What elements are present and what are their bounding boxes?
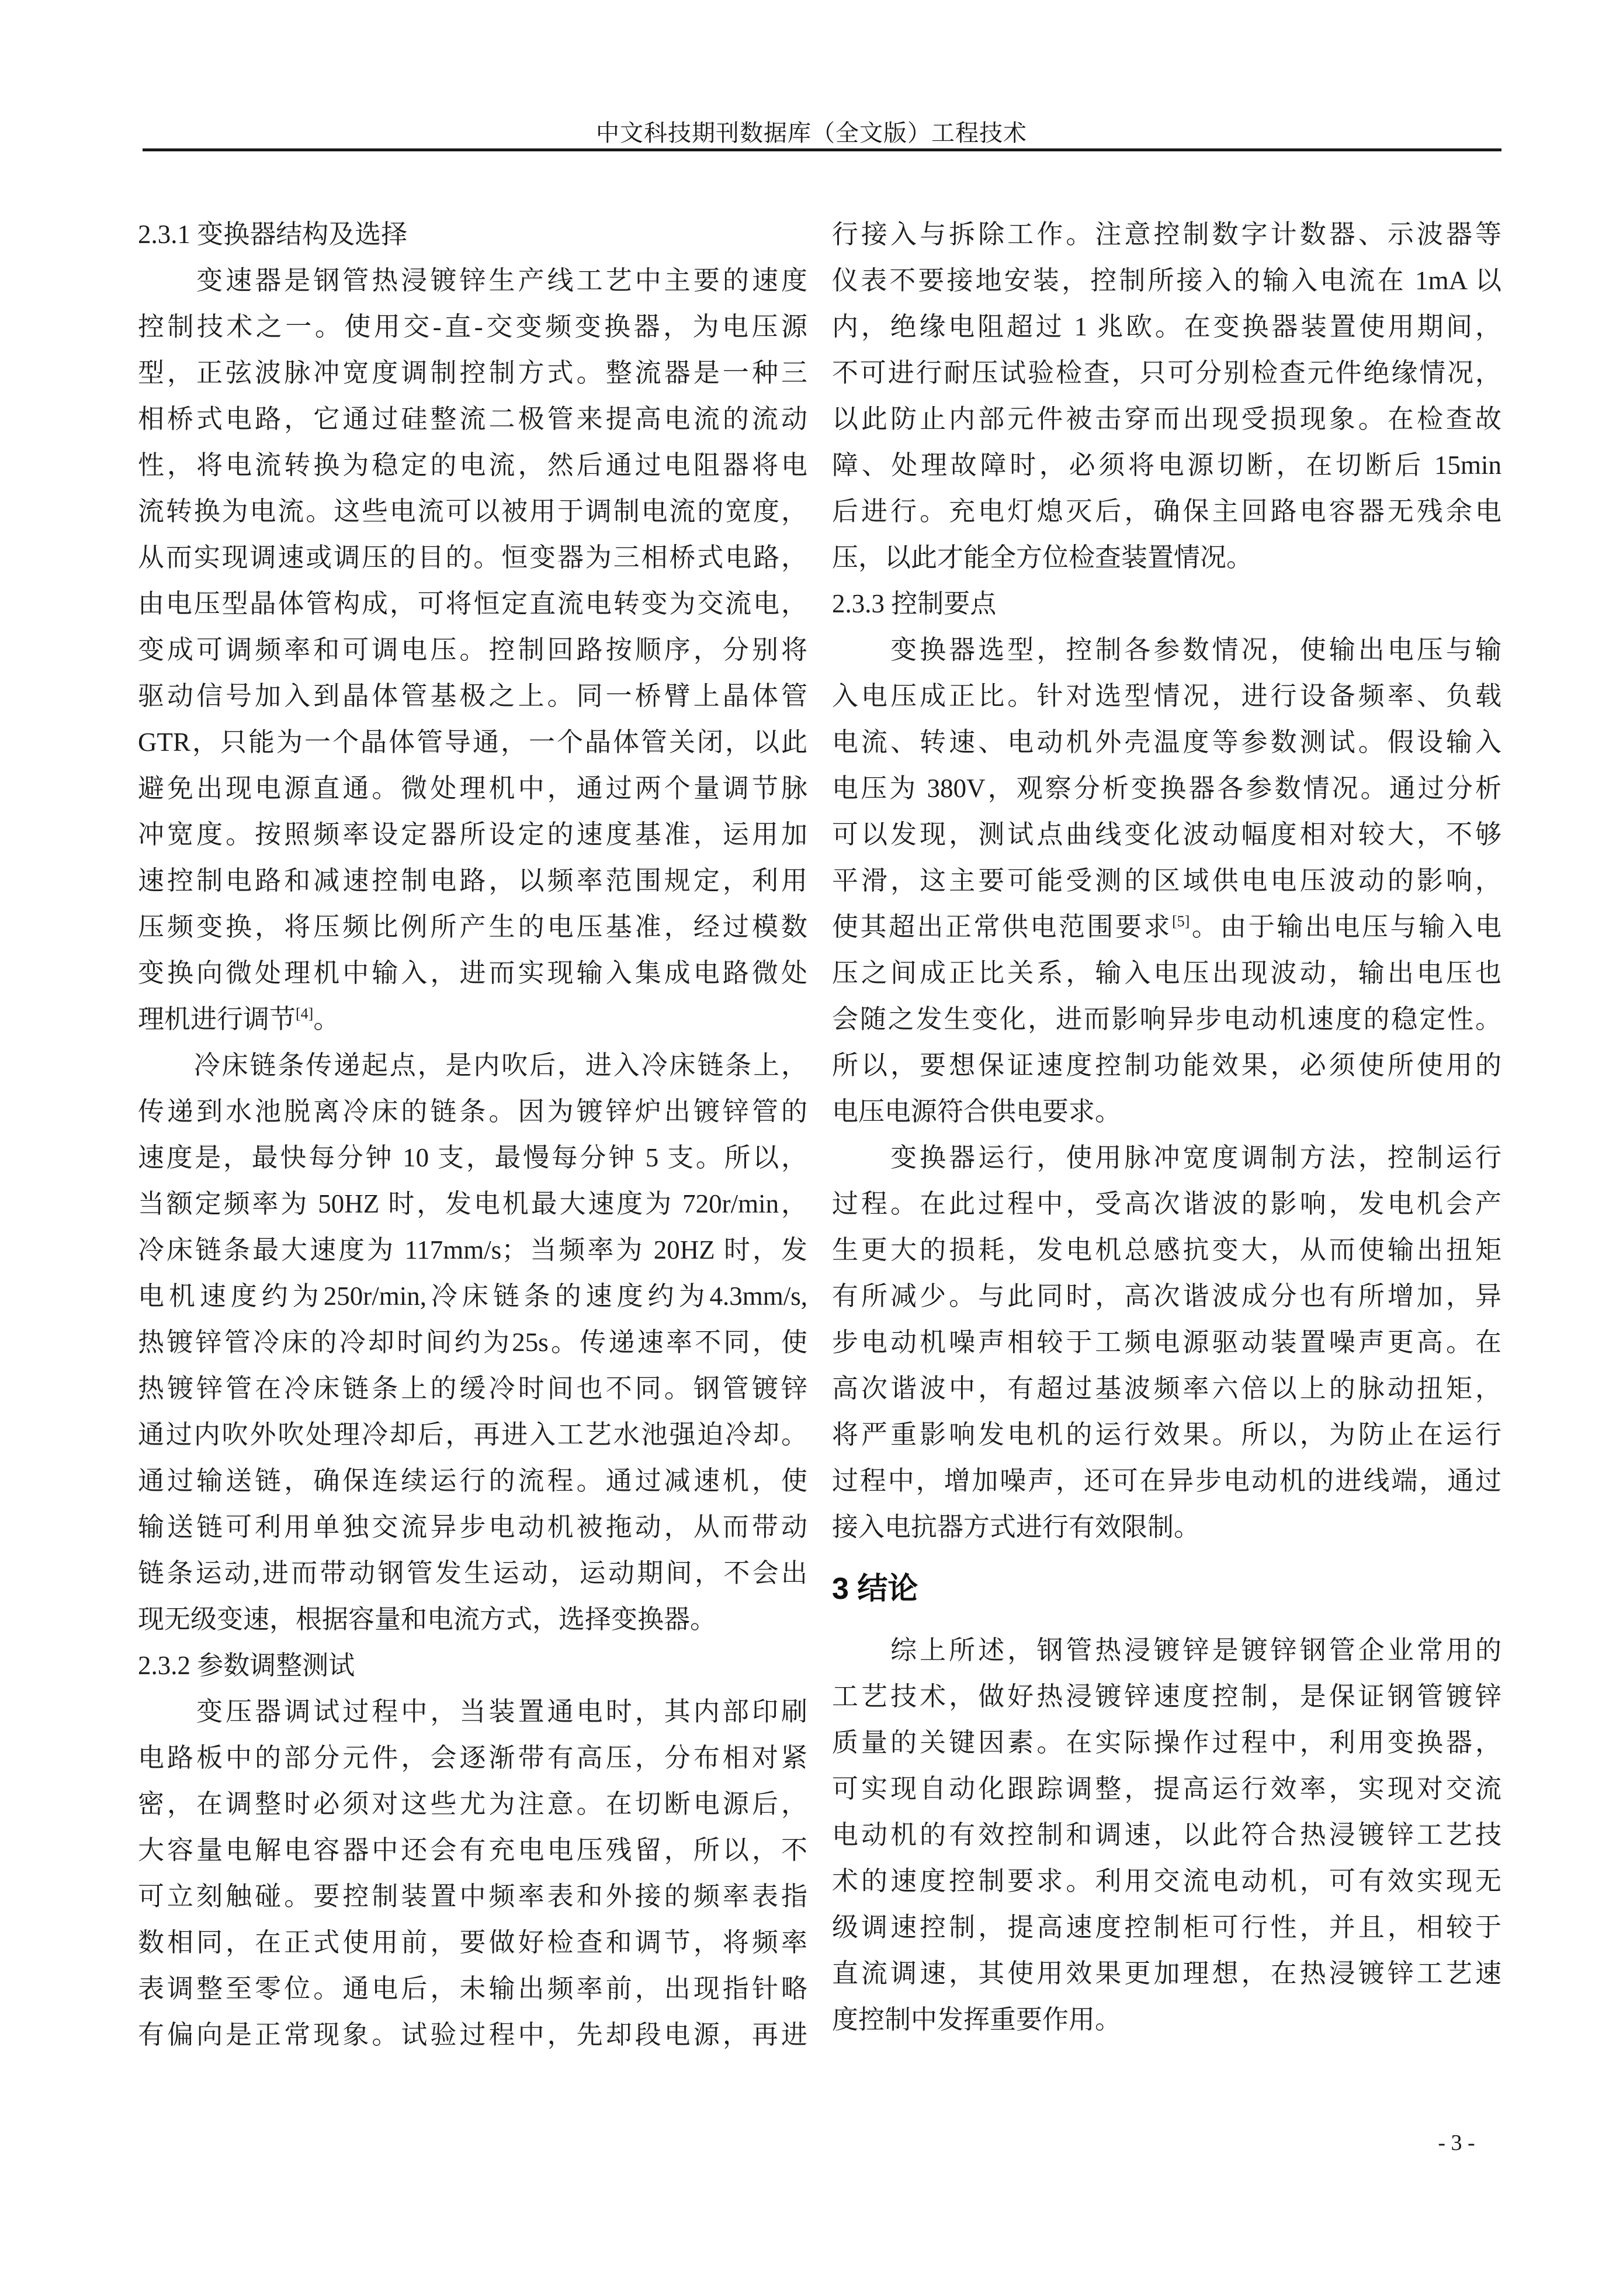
text-line: 电流、转速、电动机外壳温度等参数测试。假设输入 [832,728,1501,757]
text-line: 行接入与拆除工作。注意控制数字计数器、示波器等 [832,220,1501,249]
text-line: 内，绝缘电阻超过 1 兆欧。在变换器装置使用期间， [832,312,1501,341]
text-line: 冷床链条最大速度为 117mm/s；当频率为 20HZ 时，发 [138,1235,807,1265]
text-line: 大容量电解电容器中还会有充电电压残留，所以，不 [138,1836,807,1865]
text-line: 从而实现调速或调压的目的。恒变器为三相桥式电路， [138,543,807,572]
text-line: 性，将电流转换为稳定的电流，然后通过电阻器将电 [138,451,807,480]
text-line: 高次谐波中，有超过基波频率六倍以上的脉动扭矩， [832,1374,1501,1403]
text-line: 压之间成正比关系，输入电压出现波动，输出电压也 [832,958,1501,988]
section-heading: 2.3.2 参数调整测试 [138,1651,355,1680]
text-line: 平滑，这主要可能受测的区域供电电压波动的影响， [832,866,1501,895]
text-line: 速控制电路和减速控制电路，以频率范围规定，利用 [138,866,807,895]
citation-ref: [4] [296,1005,314,1022]
text-line: 传递到水池脱离冷床的链条。因为镀锌炉出镀锌管的 [138,1097,807,1126]
text-line: 入电压成正比。针对选型情况，进行设备频率、负载 [832,681,1501,711]
text-line: 会随之发生变化，进而影响异步电动机速度的稳定性。 [832,1005,1501,1034]
text-line: 可以发现，测试点曲线变化波动幅度相对较大，不够 [832,820,1501,849]
text-line: 有所减少。与此同时，高次谐波成分也有所增加，异 [832,1282,1501,1311]
text-line: 生更大的损耗，发电机总感抗变大，从而使输出扭矩 [832,1235,1501,1265]
text-line: 电路板中的部分元件，会逐渐带有高压，分布相对紧 [138,1743,807,1772]
text-line: 术的速度控制要求。利用交流电动机，可有效实现无 [832,1866,1501,1896]
text-line: 可立刻触碰。要控制装置中频率表和外接的频率表指 [138,1882,807,1911]
text-line: GTR，只能为一个晶体管导通，一个晶体管关闭，以此 [138,728,807,757]
text-line: 电机速度约为250r/min,冷床链条的速度约为4.3mm/s, [138,1282,807,1311]
text-line: 变换向微处理机中输入，进而实现输入集成电路微处 [138,958,807,988]
section-heading: 3 结论 [832,1572,918,1606]
page-number: - 3 - [1438,2131,1475,2155]
text-line: 直流调速，其使用效果更加理想，在热浸镀锌工艺速 [832,1959,1501,1988]
journal-header: 中文科技期刊数据库（全文版）工程技术 [596,120,1027,146]
text-line: 电压为 380V，观察分析变换器各参数情况。通过分析 [832,774,1501,803]
header-rule [143,148,1501,151]
text-line: 型，正弦波脉冲宽度调制控制方式。整流器是一种三 [138,358,807,387]
text-line: 将严重影响发电机的运行效果。所以，为防止在运行 [832,1420,1501,1449]
text-line: 电压电源符合供电要求。 [832,1097,1122,1126]
text-line: 流转换为电流。这些电流可以被用于调制电流的宽度， [138,497,807,526]
text-line: 压，以此才能全方位检查装置情况。 [832,543,1253,572]
text-line: 度控制中发挥重要作用。 [832,2005,1122,2034]
text-line: 有偏向是正常现象。试验过程中，先却段电源，再进 [138,2020,807,2049]
section-heading: 2.3.3 控制要点 [832,589,997,618]
text-line: 链条运动,进而带动钢管发生运动，运动期间，不会出 [138,1559,807,1588]
text-line: 使其超出正常供电范围要求[5]。由于输出电压与输入电 [832,912,1501,941]
text-line: 变速器是钢管热浸镀锌生产线工艺中主要的速度 [138,266,807,295]
text-line: 热镀锌管在冷床链条上的缓冷时间也不同。钢管镀锌 [138,1374,807,1403]
text-line: 工艺技术，做好热浸镀锌速度控制，是保证钢管镀锌 [832,1682,1501,1711]
text-line: 通过输送链，确保连续运行的流程。通过减速机，使 [138,1466,807,1495]
text-line: 密，在调整时必须对这些尤为注意。在切断电源后， [138,1789,807,1819]
text-line: 相桥式电路，它通过硅整流二极管来提高电流的流动 [138,404,807,434]
text-line: 通过内吹外吹处理冷却后，再进入工艺水池强迫冷却。 [138,1420,807,1449]
text-line: 避免出现电源直通。微处理机中，通过两个量调节脉 [138,774,807,803]
text-line: 可实现自动化跟踪调整，提高运行效率，实现对交流 [832,1774,1501,1803]
text-line: 输送链可利用单独交流异步电动机被拖动，从而带动 [138,1512,807,1542]
text-line: 障、处理故障时，必须将电源切断，在切断后 15min [832,451,1501,480]
text-line: 压频变换，将压频比例所产生的电压基准，经过模数 [138,912,807,941]
text-line: 后进行。充电灯熄灭后，确保主回路电容器无残余电 [832,497,1501,526]
text-line: 变换器运行，使用脉冲宽度调制方法，控制运行 [832,1143,1501,1172]
text-line: 不可进行耐压试验检查，只可分别检查元件绝缘情况， [832,358,1501,387]
text-line: 当额定频率为 50HZ 时，发电机最大速度为 720r/min， [138,1189,807,1218]
text-line: 级调速控制，提高速度控制柜可行性，并且，相较于 [832,1913,1501,1942]
section-heading: 2.3.1 变换器结构及选择 [138,220,408,249]
text-line: 接入电抗器方式进行有效限制。 [832,1512,1201,1542]
text-line: 驱动信号加入到晶体管基极之上。同一桥臂上晶体管 [138,681,807,711]
text-line: 变成可调频率和可调电压。控制回路按顺序，分别将 [138,635,807,664]
text-line: 综上所述，钢管热浸镀锌是镀锌钢管企业常用的 [832,1636,1501,1665]
text-line: 步电动机噪声相较于工频电源驱动装置噪声更高。在 [832,1328,1501,1357]
text-line: 变换器选型，控制各参数情况，使输出电压与输 [832,635,1501,664]
text-line: 所以，要想保证速度控制功能效果，必须使所使用的 [832,1051,1501,1080]
text-line: 变压器调试过程中，当装置通电时，其内部印刷 [138,1697,807,1726]
text-line: 质量的关键因素。在实际操作过程中，利用变换器， [832,1728,1501,1757]
citation-ref: [5] [1172,913,1190,930]
text-line: 由电压型晶体管构成，可将恒定直流电转变为交流电， [138,589,807,618]
text-line: 以此防止内部元件被击穿而出现受损现象。在检查故 [832,404,1501,434]
left-column [138,212,807,2058]
right-column [832,212,1501,2043]
text-line: 电动机的有效控制和调速，以此符合热浸镀锌工艺技 [832,1820,1501,1850]
text-line: 热镀锌管冷床的冷却时间约为25s。传递速率不同，使 [138,1328,807,1357]
text-line: 冷床链条传递起点，是内吹后，进入冷床链条上， [138,1051,807,1080]
text-line: 控制技术之一。使用交-直-交变频变换器，为电压源 [138,312,807,341]
text-line: 数相同，在正式使用前，要做好检查和调节，将频率 [138,1928,807,1957]
text-line: 过程。在此过程中，受高次谐波的影响，发电机会产 [832,1189,1501,1218]
text-line: 仪表不要接地安装，控制所接入的输入电流在 1mA 以 [832,266,1501,295]
text-line: 速度是，最快每分钟 10 支，最慢每分钟 5 支。所以， [138,1143,807,1172]
text-line: 理机进行调节[4]。 [138,1005,340,1034]
text-line: 过程中，增加噪声，还可在异步电动机的进线端，通过 [832,1466,1501,1495]
text-line: 现无级变速，根据容量和电流方式，选择变换器。 [138,1605,717,1634]
text-line: 表调整至零位。通电后，未输出频率前，出现指针略 [138,1974,807,2003]
text-line: 冲宽度。按照频率设定器所设定的速度基准，运用加 [138,820,807,849]
